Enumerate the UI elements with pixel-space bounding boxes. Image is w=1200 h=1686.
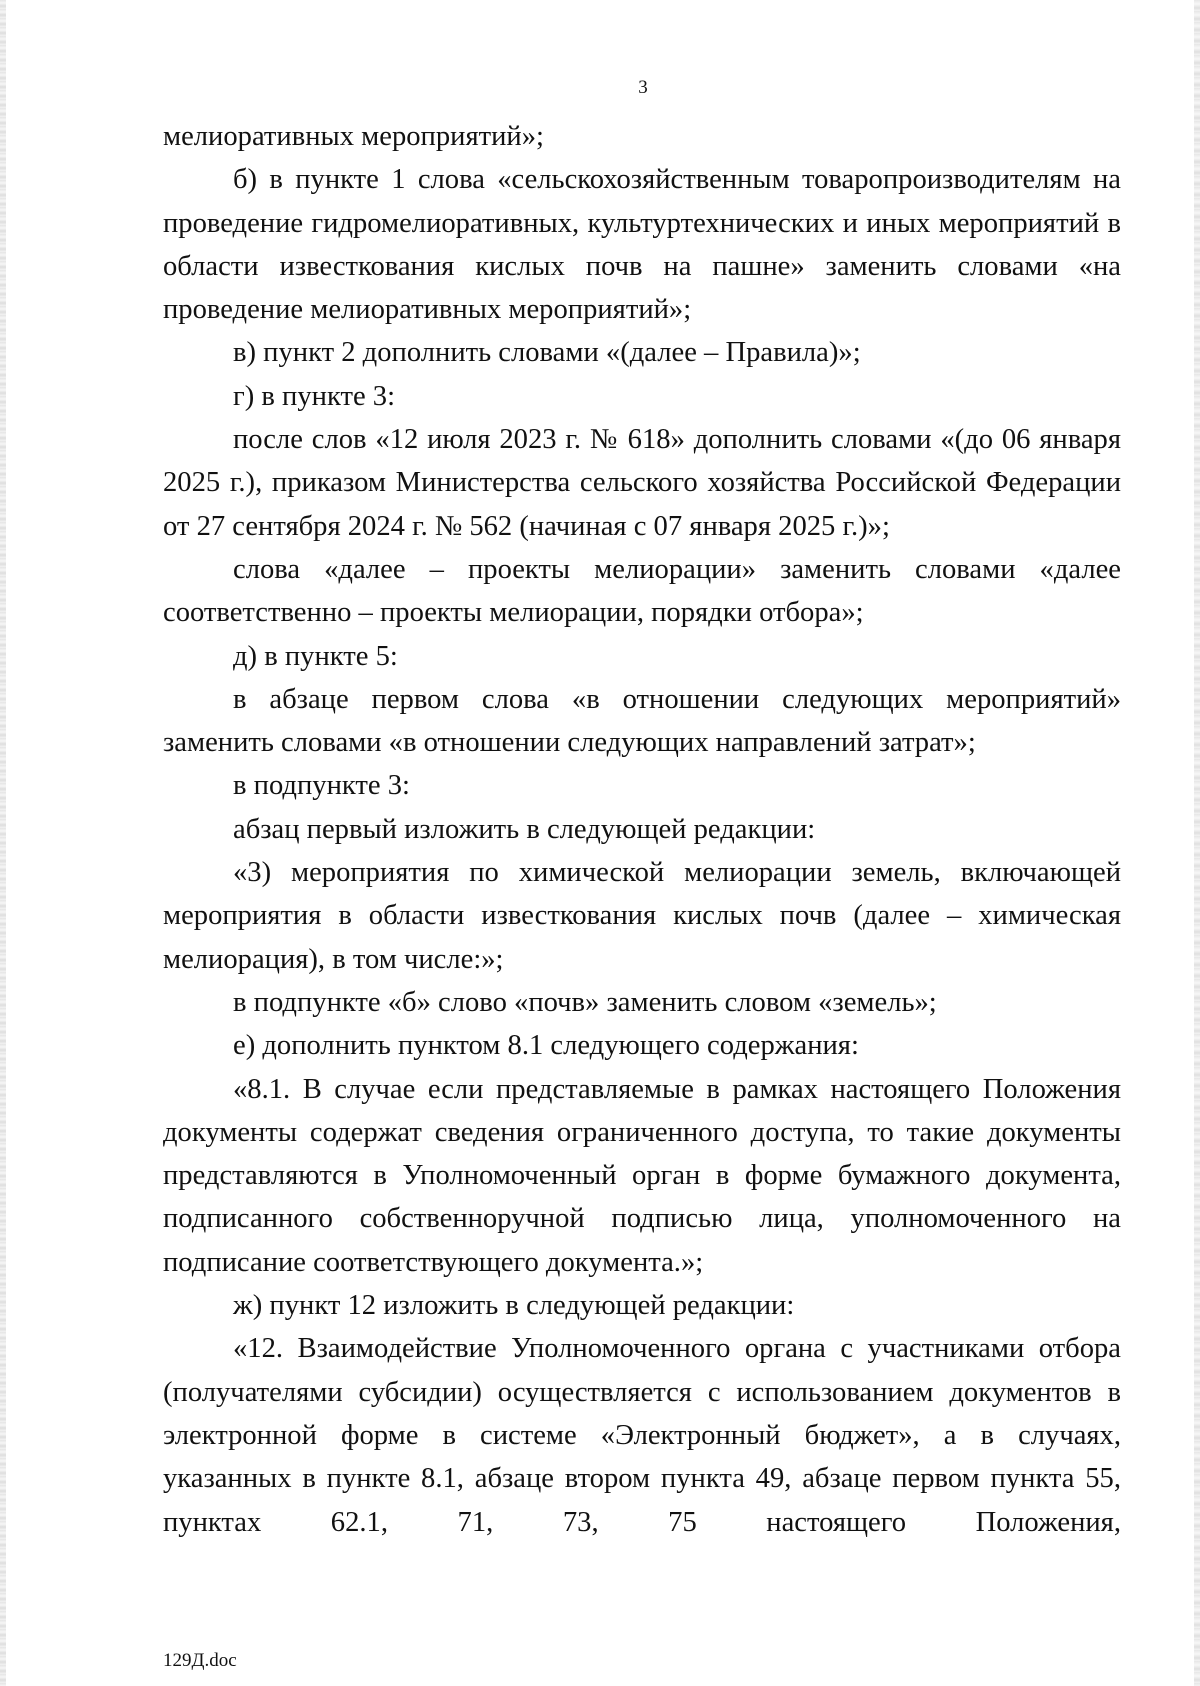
paragraph: слова «далее – проекты мелиорации» заменить словами «далее соответственно – проекты мелиорации, порядки отбора»; [163, 553, 1121, 629]
paragraph: б) в пункте 1 слова «сельскохозяйственным товаропроизводителям на проведение гидромелиоративных, культуртехнических и иных мероприятий в области известкования кислых почв на пашне» заменить словами «на проведение мелиоративных мероприятий»; [163, 164, 1121, 326]
paragraph: ж) пункт 12 изложить в следующей редакции: [233, 1290, 795, 1322]
paragraph: абзац первый изложить в следующей редакции: [233, 813, 816, 845]
scan-edge-right [1194, 0, 1200, 1686]
paragraph: мелиоративных мероприятий»; [163, 121, 544, 152]
paragraph: «12. Взаимодействие Уполномоченного органа с участниками отбора (получателями субсидии) осуществляется с использованием документов в электронной форме в системе «Электронный бюджет», а в случаях, указанных в пункте 8.1, абзаце втором пункта 49, абзаце первом пункта 55, пунктах 62.1, 71, 73, 75 настоящего Положения, [163, 1333, 1121, 1538]
paragraph: в подпункте «б» слово «почв» заменить словом «земель»; [233, 986, 937, 1018]
document-body [163, 115, 1121, 1544]
paragraph: «8.1. В случае если представляемые в рамках настоящего Положения документы содержат сведения ограниченного доступа, то такие документы представляются в Уполномоченный орган в форме бумажного документа, подписанного собственноручной подписью лица, уполномоченного на подписание соответствующего документа.»; [163, 1073, 1121, 1278]
paragraph: в) пункт 2 дополнить словами «(далее – Правила)»; [233, 337, 861, 369]
paragraph: «3) мероприятия по химической мелиорации земель, включающей мероприятия в области известкования кислых почв (далее – химическая мелиорация), в том числе:»; [163, 857, 1121, 975]
paragraph: г) в пункте 3: [233, 380, 396, 412]
footer-filename: 129Д.doc [163, 1650, 237, 1671]
page-number: 3 [638, 77, 648, 98]
paragraph: после слов «12 июля 2023 г. № 618» дополнить словами «(до 06 января 2025 г.), приказом Министерства сельского хозяйства Российской Федерации от 27 сентября 2024 г. № 562 (начиная с 07 января 2025 г.)»; [163, 424, 1121, 542]
paragraph: в подпункте 3: [233, 770, 410, 802]
paragraph: д) в пункте 5: [233, 640, 398, 672]
paragraph: е) дополнить пунктом 8.1 следующего содержания: [233, 1030, 859, 1062]
paragraph: в абзаце первом слова «в отношении следующих мероприятий» заменить словами «в отношении следующих направлений затрат»; [163, 683, 1121, 759]
scan-edge-left [0, 0, 6, 1686]
